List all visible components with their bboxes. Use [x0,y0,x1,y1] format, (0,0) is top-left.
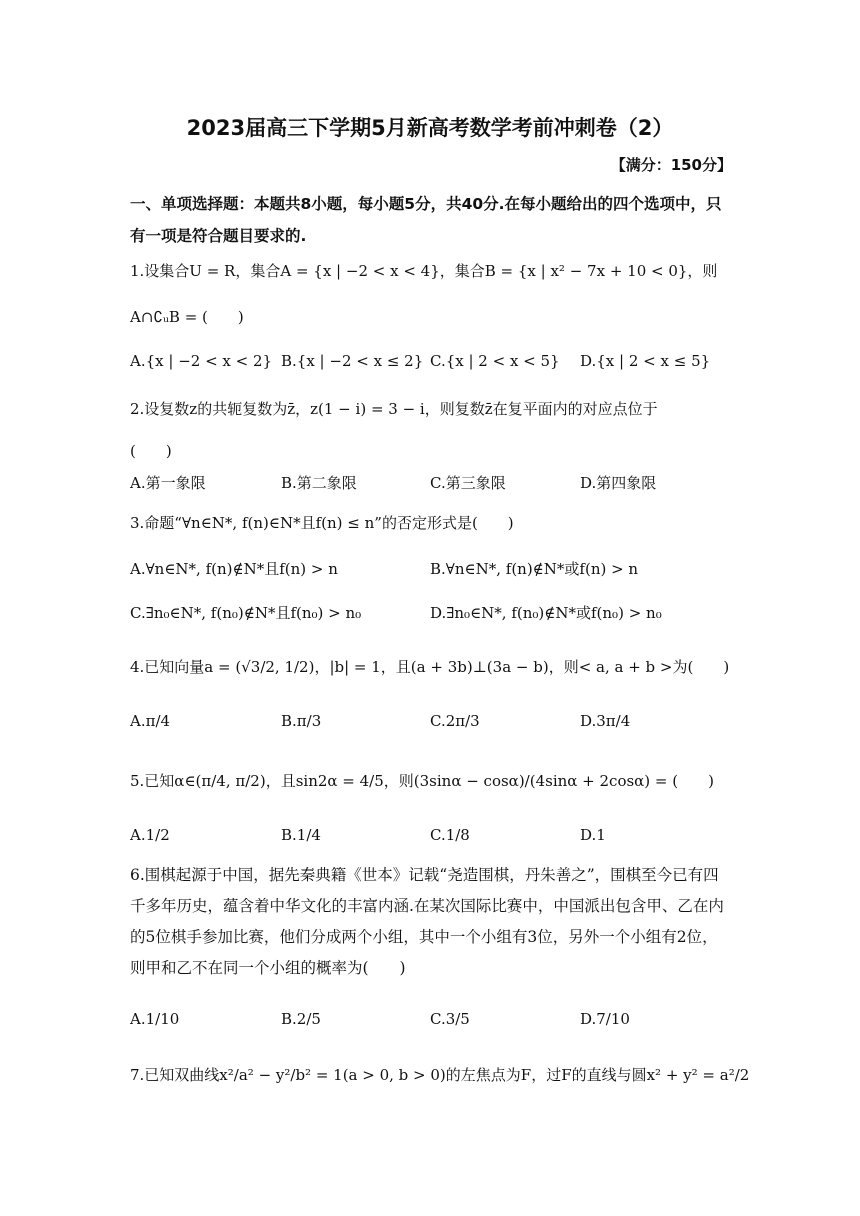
question-3-stem: 3.命题“∀n∈N*, f(n)∈N*且f(n) ≤ n”的否定形式是( ) [130,514,514,532]
question-5-stem: 5.已知α∈(π/4, π/2)，且sin2α = 4/5，则(3sinα − cosα)/(4sinα + 2cosα) = ( ) [130,772,714,790]
q2-option-b: B.第二象限 [281,474,357,492]
q4-option-b: B.π/3 [281,712,322,730]
question-6-stem: 6.围棋起源于中国，据先秦典籍《世本》记载“尧造围棋，丹朱善之”，围棋至今已有四千多年历史，蕴含着中华文化的丰富内涵.在某次国际比赛中，中国派出包含甲、乙在内的5位棋手参加比赛，他们分成两个小组，其中一个小组有3位，另外一个小组有2位，则甲和乙不在同一个小组的概率为( ) [130,866,724,977]
q1-option-d: D.{x | 2 < x ≤ 5} [580,352,711,370]
q6-option-b: B.2/5 [281,1010,321,1028]
q4-option-a: A.π/4 [130,712,171,730]
q5-option-a: A.1/2 [130,826,170,844]
q6-option-c: C.3/5 [430,1010,470,1028]
q5-option-c: C.1/8 [430,826,470,844]
q3-option-d: D.∃n₀∈N*, f(n₀)∉N*或f(n₀) > n₀ [430,604,662,622]
q4-option-d: D.3π/4 [580,712,631,730]
q2-option-a: A.第一象限 [130,474,206,492]
q1-option-b: B.{x | −2 < x ≤ 2} [281,352,424,370]
q2-option-c: C.第三象限 [430,474,506,492]
q3-option-b: B.∀n∈N*, f(n)∉N*或f(n) > n [430,560,639,578]
full-score-label: 【满分：150分】 [610,156,732,174]
question-1-stem: 1.设集合U = R，集合A = {x | −2 < x < 4}，集合B = {x | x² − 7x + 10 < 0}，则 [130,262,718,280]
question-2-stem: 2.设复数z的共轭复数为z̄，z(1 − i) = 3 − i，则复数z̄在复平面内的对应点位于 [130,400,658,418]
q3-option-a: A.∀n∈N*, f(n)∉N*且f(n) > n [130,560,338,578]
q6-option-d: D.7/10 [580,1010,630,1028]
question-2-stem-continued: ( ) [130,442,172,460]
q1-option-c: C.{x | 2 < x < 5} [430,352,560,370]
q6-option-a: A.1/10 [130,1010,180,1028]
question-4-stem: 4.已知向量a = (√3/2, 1/2)，|b| = 1，且(a + 3b)⊥(3a − b)，则< a, a + b >为( ) [130,658,730,676]
q5-option-b: B.1/4 [281,826,321,844]
q5-option-d: D.1 [580,826,606,844]
q4-option-c: C.2π/3 [430,712,480,730]
section-heading: 一、单项选择题：本题共8小题，每小题5分，共40分.在每小题给出的四个选项中，只有一项是符合题目要求的. [130,195,722,245]
question-1-stem-continued: A∩∁ᵤB = ( ) [130,308,244,326]
question-7-stem: 7.已知双曲线x²/a² − y²/b² = 1(a > 0, b > 0)的左焦点为F，过F的直线与圆x² + y² = a²/2 [130,1066,750,1084]
q2-option-d: D.第四象限 [580,474,657,492]
q3-option-c: C.∃n₀∈N*, f(n₀)∉N*且f(n₀) > n₀ [130,604,362,622]
q1-option-a: A.{x | −2 < x < 2} [130,352,273,370]
page-title: 2023届高三下学期5月新高考数学考前冲刺卷（2） [186,116,674,140]
